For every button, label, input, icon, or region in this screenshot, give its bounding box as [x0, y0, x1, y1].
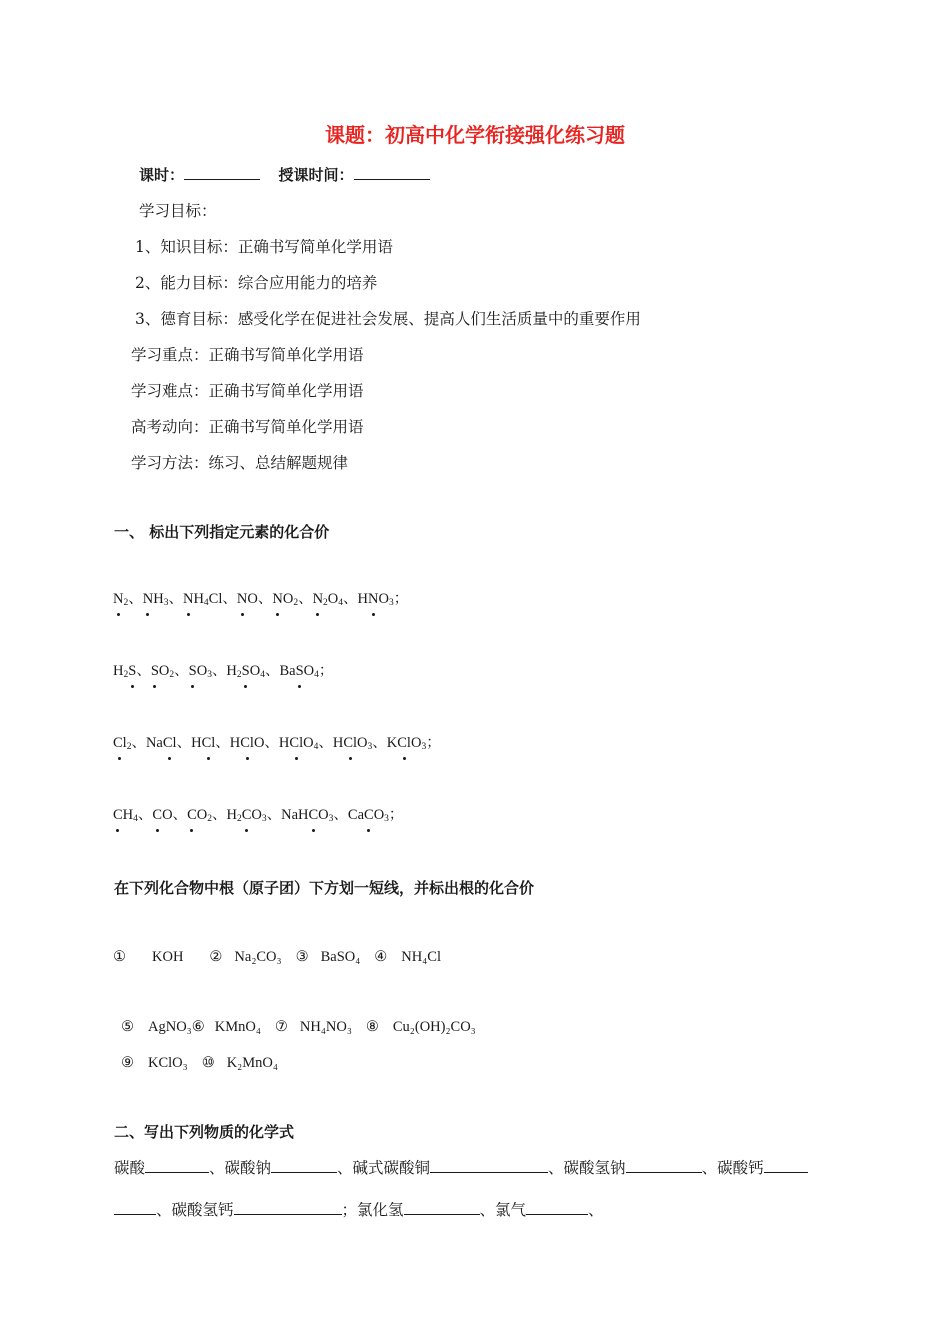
item-number: ⑩	[201, 1055, 215, 1071]
page-title: 课题：初高中化学衔接强化练习题	[325, 123, 625, 147]
period-label: 课时：	[139, 166, 185, 184]
answer-blank	[764, 1158, 808, 1173]
info-line: 学习重点：正确书写简单化学用语	[131, 346, 364, 364]
item-number: ①	[113, 949, 126, 965]
answer-blank	[404, 1200, 480, 1215]
formula: K₂MnO₄	[226, 1055, 278, 1071]
header-line	[139, 164, 430, 186]
answer-blank	[234, 1200, 342, 1215]
info-line: 学习方法：练习、总结解题规律	[131, 454, 349, 472]
info-line: 高考动向：正确书写简单化学用语	[131, 418, 364, 436]
item-number: ⑧	[365, 1019, 379, 1035]
formula-row-sulfur: $H_2S$、$SO_2$、$SO_3$、$H_2SO_4$、BaSO$_4$；	[113, 660, 333, 682]
fill-line-1: 碳酸 、碳酸钠 、碱式碳酸铜 、碳酸氢钠 、碳酸钙	[114, 1157, 808, 1179]
formula-row-carbon: $CH_4$、CO、$CO_2$、$H_2CO_3$、NaHCO$_3$、CaCO$_3$；	[113, 804, 403, 826]
radical-row-2	[121, 1016, 476, 1038]
formula: Cu₂(OH)₂CO₃	[392, 1019, 476, 1035]
radical-row-3	[121, 1052, 278, 1074]
formula: KOH	[152, 949, 184, 965]
answer-blank	[271, 1158, 337, 1173]
formula-row-chlorine: $Cl_2$、NaCl、HCl、HClO、HClO$_4$、HClO$_3$、KClO$_3$；	[113, 732, 441, 754]
objective-item: 2、能力目标：综合应用能力的培养	[135, 274, 378, 292]
formula: KMnO₄	[214, 1019, 261, 1035]
formula: AgNO₃	[148, 1019, 192, 1035]
item-number: ⑤	[121, 1019, 134, 1035]
formula: NH₄NO₃	[299, 1019, 352, 1035]
item-number: ③	[295, 949, 309, 965]
answer-blank	[430, 1158, 548, 1173]
item-number: ⑦	[274, 1019, 288, 1035]
period-blank	[184, 165, 260, 180]
formula: Na₂CO₃	[234, 949, 282, 965]
item-number: ④	[374, 949, 388, 965]
answer-blank	[626, 1158, 702, 1173]
fill-line-2: 、碳酸氢钙 ；氯化氢 、氯气 、	[114, 1199, 604, 1221]
formula: KClO₃	[148, 1055, 188, 1071]
answer-blank	[114, 1200, 156, 1215]
item-number: ⑨	[121, 1055, 134, 1071]
info-line: 学习难点：正确书写简单化学用语	[131, 382, 364, 400]
answer-blank	[526, 1200, 588, 1215]
formula: NH₄Cl	[401, 949, 441, 965]
answer-blank	[145, 1158, 209, 1173]
formula: BaSO₄	[320, 949, 361, 965]
formula-row-nitrogen: $N_2$、$NH_3$、$NH_4Cl$、NO、$NO_2$、$N_2O_4$、$HNO_3$；	[113, 588, 408, 610]
item-number: ②	[209, 949, 223, 965]
objective-item: 1、知识目标：正确书写简单化学用语	[135, 238, 393, 256]
section1b-heading: 在下列化合物中根（原子团）下方划一短线，并标出根的化合价	[114, 879, 535, 897]
time-label: 授课时间：	[278, 166, 354, 184]
section2-heading: 二、写出下列物质的化学式	[114, 1123, 295, 1141]
radical-row-1	[113, 946, 441, 968]
objective-item: 3、德育目标：感受化学在促进社会发展、提高人们生活质量中的重要作用	[135, 310, 641, 328]
item-number: ⑥	[191, 1019, 205, 1035]
objectives-heading: 学习目标：	[139, 202, 217, 220]
time-blank	[354, 165, 430, 180]
section1-heading: 一、 标出下列指定元素的化合价	[114, 523, 330, 541]
